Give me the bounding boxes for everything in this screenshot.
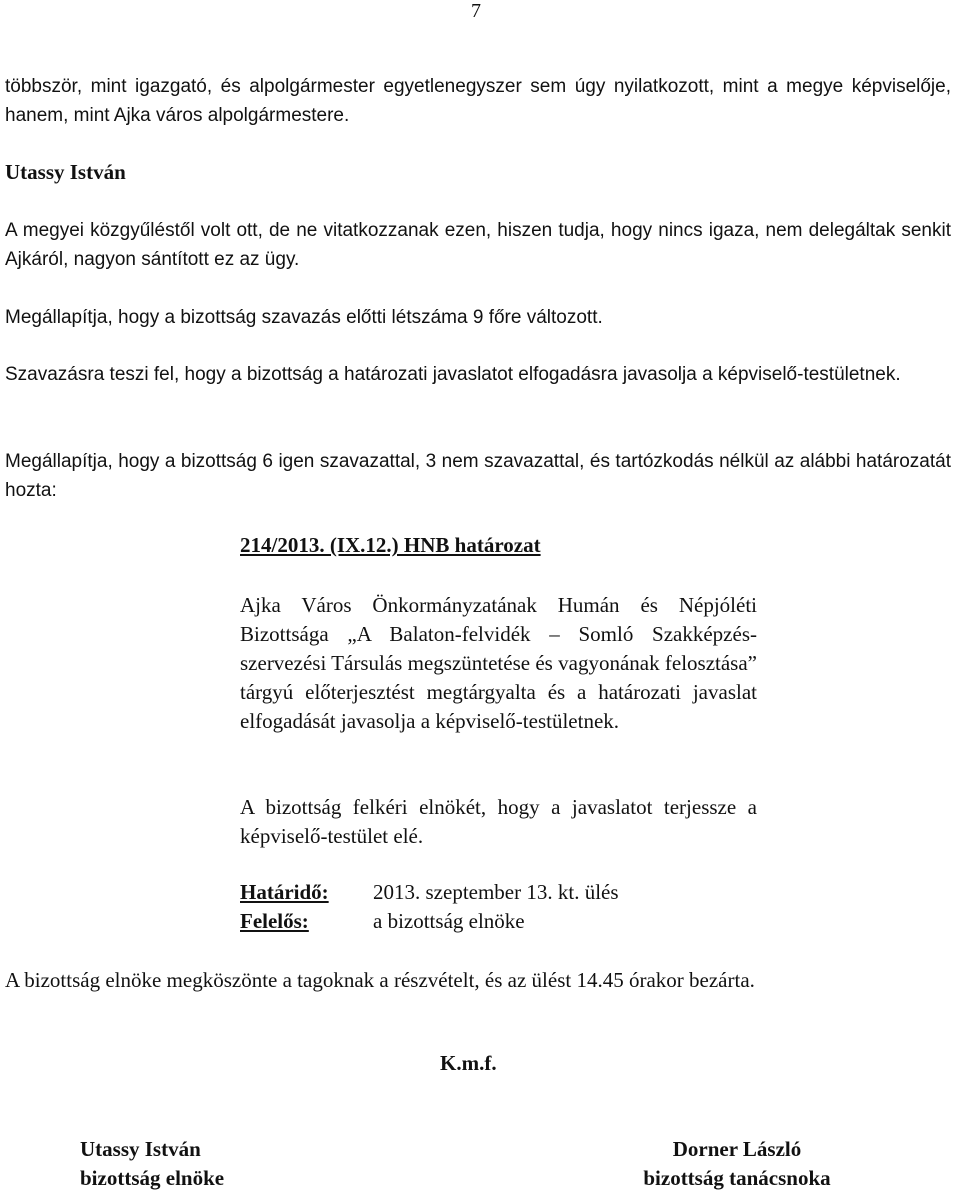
signature-right <box>627 1135 847 1193</box>
resolution-title: 214/2013. (IX.12.) HNB határozat <box>240 533 541 557</box>
signature-right-name: Dorner László <box>672 1137 802 1161</box>
deadline-row <box>240 878 619 907</box>
paragraph-headcount: Megállapítja, hogy a bizottság szavazás előtti létszáma 9 főre változott. <box>5 307 603 328</box>
resolution-request: A bizottság felkéri elnökét, hogy a javaslatot terjessze a képviselő-testület elé. <box>240 795 757 848</box>
paragraph-speaker-statement: A megyei közgyűléstől volt ott, de ne vitatkozzanak ezen, hiszen tudja, hogy nincs igaza, nem delegáltak senkit Ajkáról, nagyon sántított ez az ügy. <box>5 220 951 270</box>
closing-statement: A bizottság elnöke megköszönte a tagoknak a részvételt, és az ülést 14.45 órakor bezárta. <box>5 968 755 992</box>
kmf-mark: K.m.f. <box>440 1051 497 1075</box>
responsible-row <box>240 907 525 936</box>
responsible-value: a bizottság elnöke <box>373 909 525 933</box>
signature-right-role: bizottság tanácsnoka <box>643 1166 831 1190</box>
resolution-body: Ajka Város Önkormányzatának Humán és Népjóléti Bizottsága „A Balaton-felvidék – Somló Szakképzés-szervezési Társulás megszüntetése és vagyonának felosztása” tárgyú előterjesztést megtárgyalta és a határozati javaslat elfogadását javasolja a képviselő-testületnek. <box>240 593 757 733</box>
speaker-name: Utassy István <box>5 160 126 184</box>
paragraph-vote-result: Megállapítja, hogy a bizottság 6 igen szavazattal, 3 nem szavazattal, és tartózkodás nélkül az alábbi határozatát hozta: <box>5 451 951 501</box>
page-number: 7 <box>471 0 481 22</box>
responsible-label: Felelős: <box>240 909 309 933</box>
paragraph-vote-call: Szavazásra teszi fel, hogy a bizottság a határozati javaslatot elfogadásra javasolja a képviselő-testületnek. <box>5 364 901 385</box>
signature-left <box>80 1135 224 1193</box>
deadline-value: 2013. szeptember 13. kt. ülés <box>373 880 619 904</box>
deadline-label: Határidő: <box>240 880 329 904</box>
paragraph-continuation: többször, mint igazgató, és alpolgármester egyetlenegyszer sem úgy nyilatkozott, mint a megye képviselője, hanem, mint Ajka város alpolgármestere. <box>5 76 951 126</box>
signature-left-role: bizottság elnöke <box>80 1166 225 1190</box>
signature-left-name: Utassy István <box>80 1137 201 1161</box>
